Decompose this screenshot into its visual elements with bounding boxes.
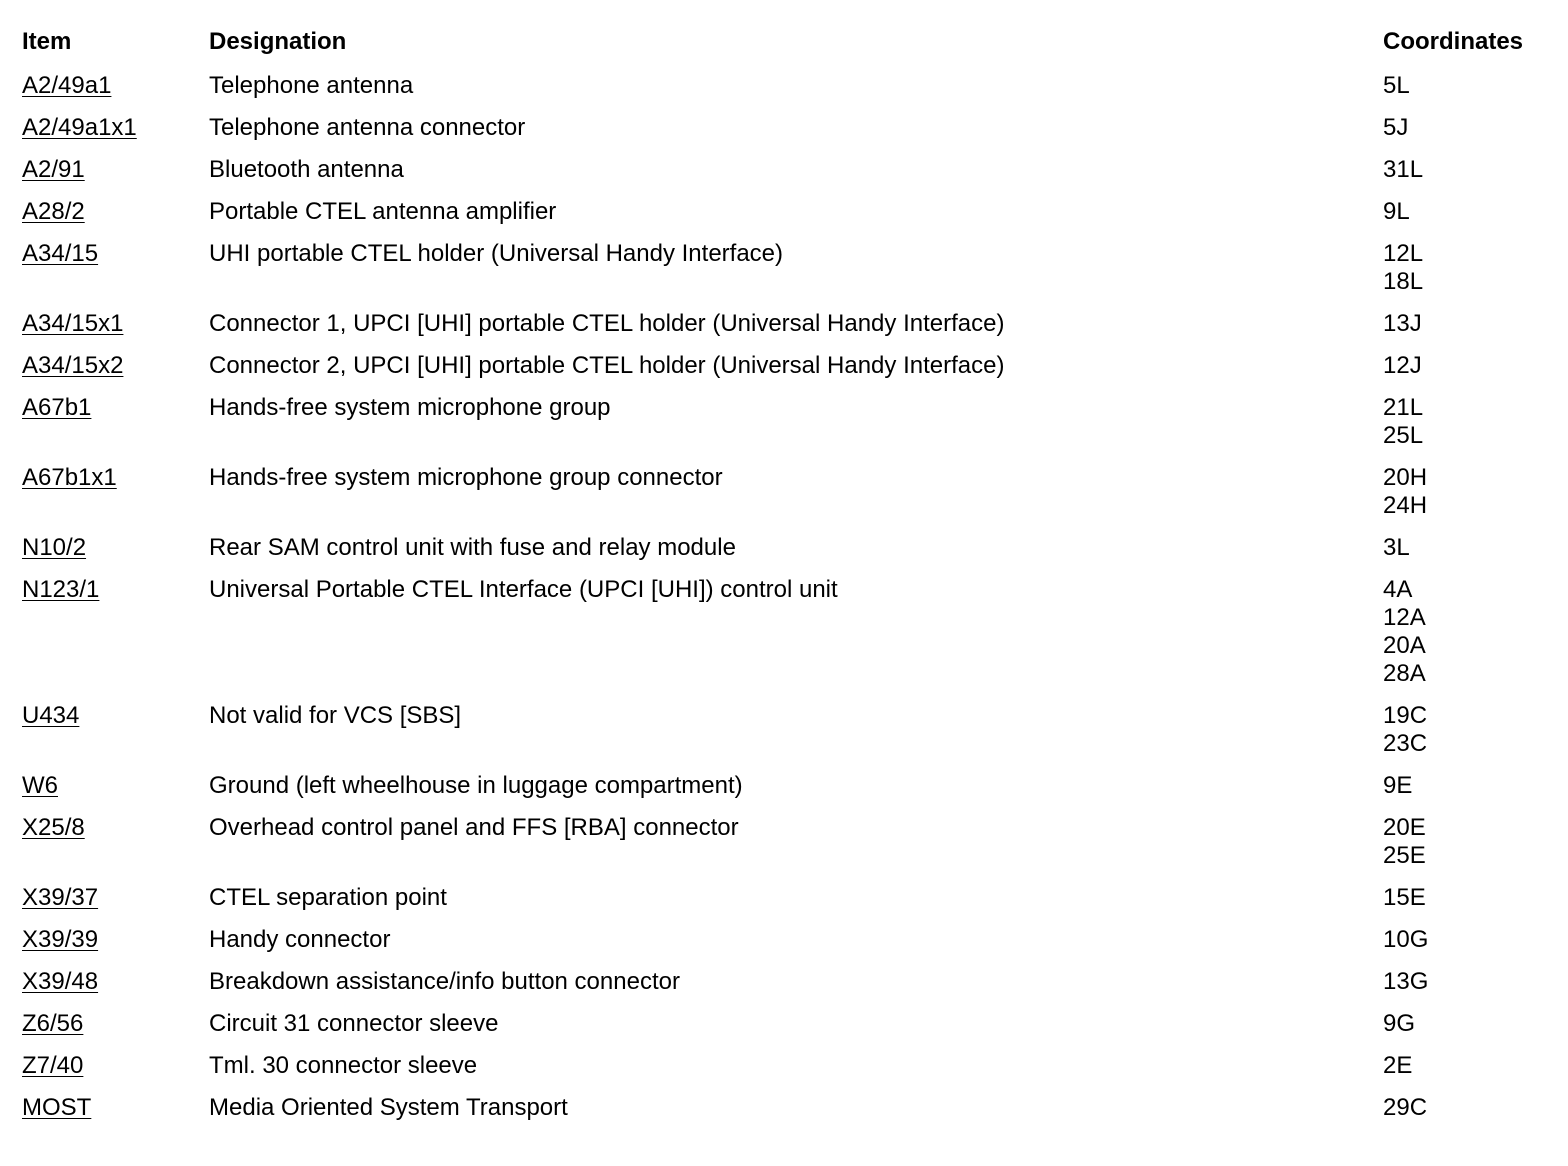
coordinates-cell [1383,198,1563,240]
item-cell [22,394,209,464]
coordinate-value: 9E [1383,772,1413,799]
component-legend-table [22,28,1563,1136]
item-cell [22,1094,209,1136]
item-link[interactable]: A34/15x1 [22,310,124,337]
designation-cell: Not valid for VCS [SBS] [209,702,462,729]
coordinate-value: 28A [1383,660,1426,687]
item-link[interactable]: A34/15x2 [22,352,124,379]
designation-cell: Handy connector [209,926,391,953]
coordinate-value: 9L [1383,198,1410,225]
coordinate-value: 21L [1383,394,1424,421]
table-row [22,352,1563,394]
coordinate-value: 20E [1383,814,1426,841]
item-link[interactable]: A67b1x1 [22,464,117,491]
designation-cell: Rear SAM control unit with fuse and relay module [209,534,736,561]
coordinate-value: 19C [1383,702,1428,729]
table-row [22,576,1563,702]
table-row [22,814,1563,884]
item-cell [22,156,209,198]
item-cell [22,240,209,310]
table-row [22,310,1563,352]
item-cell [22,926,209,968]
table-row [22,1052,1563,1094]
item-link[interactable]: X39/48 [22,968,99,995]
item-cell [22,114,209,156]
designation-cell: Breakdown assistance/info button connector [209,968,680,995]
designation-cell: Telephone antenna connector [209,114,526,141]
item-cell [22,576,209,702]
item-cell [22,72,209,114]
coordinates-cell [1383,534,1563,576]
item-cell [22,884,209,926]
coordinates-cell [1383,772,1563,814]
coordinate-value: 5L [1383,72,1410,99]
coordinate-value: 13G [1383,968,1429,995]
table-row [22,926,1563,968]
item-link[interactable]: Z7/40 [22,1052,84,1079]
coordinate-value: 5J [1383,114,1409,141]
table-row [22,114,1563,156]
item-cell [22,1052,209,1094]
coordinate-value: 12A [1383,604,1426,631]
item-link[interactable]: A34/15 [22,240,99,267]
coordinates-cell [1383,310,1563,352]
designation-cell: Portable CTEL antenna amplifier [209,198,557,225]
coordinate-value: 12J [1383,352,1422,379]
header-designation: Designation [209,28,347,55]
designation-cell: Connector 2, UPCI [UHI] portable CTEL holder (Universal Handy Interface) [209,352,1005,379]
coordinates-cell [1383,1094,1563,1136]
coordinate-value: 24H [1383,492,1428,519]
coordinate-value: 12L [1383,240,1424,267]
item-link[interactable]: N10/2 [22,534,87,561]
designation-cell: Media Oriented System Transport [209,1094,568,1121]
coordinates-cell [1383,114,1563,156]
designation-cell: CTEL separation point [209,884,447,911]
item-cell [22,534,209,576]
designation-cell: Connector 1, UPCI [UHI] portable CTEL holder (Universal Handy Interface) [209,310,1005,337]
coordinates-cell [1383,702,1563,772]
item-cell [22,310,209,352]
item-cell [22,464,209,534]
table-row [22,394,1563,464]
item-link[interactable]: MOST [22,1094,92,1121]
coordinates-cell [1383,394,1563,464]
coordinate-value: 18L [1383,268,1424,295]
table-row [22,772,1563,814]
item-cell [22,352,209,394]
coordinate-value: 9G [1383,1010,1416,1037]
item-cell [22,702,209,772]
designation-cell: Overhead control panel and FFS [RBA] connector [209,814,739,841]
item-link[interactable]: X39/37 [22,884,99,911]
item-cell [22,198,209,240]
coordinate-value: 10G [1383,926,1429,953]
item-cell [22,772,209,814]
coordinate-value: 29C [1383,1094,1428,1121]
table-body [22,72,1563,1136]
item-link[interactable]: A2/91 [22,156,85,183]
designation-cell: Hands-free system microphone group [209,394,611,421]
item-link[interactable]: A2/49a1 [22,72,112,99]
item-cell [22,968,209,1010]
table-row [22,1010,1563,1052]
coordinates-cell [1383,968,1563,1010]
table-row [22,1094,1563,1136]
table-row [22,702,1563,772]
coordinate-value: 31L [1383,156,1424,183]
designation-cell: Tml. 30 connector sleeve [209,1052,478,1079]
item-link[interactable]: X25/8 [22,814,85,841]
coordinate-value: 25L [1383,422,1424,449]
table-header [22,28,1563,72]
item-cell [22,1010,209,1052]
header-row [22,28,1563,72]
designation-cell: Circuit 31 connector sleeve [209,1010,499,1037]
coordinate-value: 20H [1383,464,1428,491]
coordinates-cell [1383,240,1563,310]
coordinate-value: 15E [1383,884,1426,911]
coordinate-value: 4A [1383,576,1413,603]
coordinates-cell [1383,884,1563,926]
table-row [22,198,1563,240]
designation-cell: Telephone antenna [209,72,414,99]
designation-cell: Bluetooth antenna [209,156,404,183]
header-coordinates: Coordinates [1383,28,1524,55]
designation-cell: Hands-free system microphone group connector [209,464,723,491]
coordinates-cell [1383,576,1563,702]
coordinate-value: 13J [1383,310,1422,337]
coordinates-cell [1383,464,1563,534]
table-row [22,884,1563,926]
item-link[interactable]: X39/39 [22,926,99,953]
table-row [22,534,1563,576]
header-item: Item [22,28,72,55]
coordinate-value: 25E [1383,842,1426,869]
coordinates-cell [1383,926,1563,968]
coordinates-cell [1383,814,1563,884]
coordinate-value: 23C [1383,730,1428,757]
coordinate-value: 2E [1383,1052,1413,1079]
coordinates-cell [1383,156,1563,198]
table-row [22,464,1563,534]
item-link[interactable]: U434 [22,702,80,729]
item-link[interactable]: Z6/56 [22,1010,84,1037]
table-row [22,72,1563,114]
item-link[interactable]: A28/2 [22,198,85,225]
designation-cell: Ground (left wheelhouse in luggage compartment) [209,772,743,799]
item-link[interactable]: A67b1 [22,394,92,421]
item-link[interactable]: N123/1 [22,576,100,603]
table-row [22,240,1563,310]
coordinates-cell [1383,1052,1563,1094]
coordinates-cell [1383,72,1563,114]
item-link[interactable]: W6 [22,772,58,799]
coordinates-cell [1383,352,1563,394]
table-row [22,968,1563,1010]
designation-cell: UHI portable CTEL holder (Universal Handy Interface) [209,240,784,267]
coordinate-value: 20A [1383,632,1426,659]
item-link[interactable]: A2/49a1x1 [22,114,137,141]
coordinates-cell [1383,1010,1563,1052]
item-cell [22,814,209,884]
coordinate-value: 3L [1383,534,1410,561]
table-row [22,156,1563,198]
designation-cell: Universal Portable CTEL Interface (UPCI [UHI]) control unit [209,576,838,603]
